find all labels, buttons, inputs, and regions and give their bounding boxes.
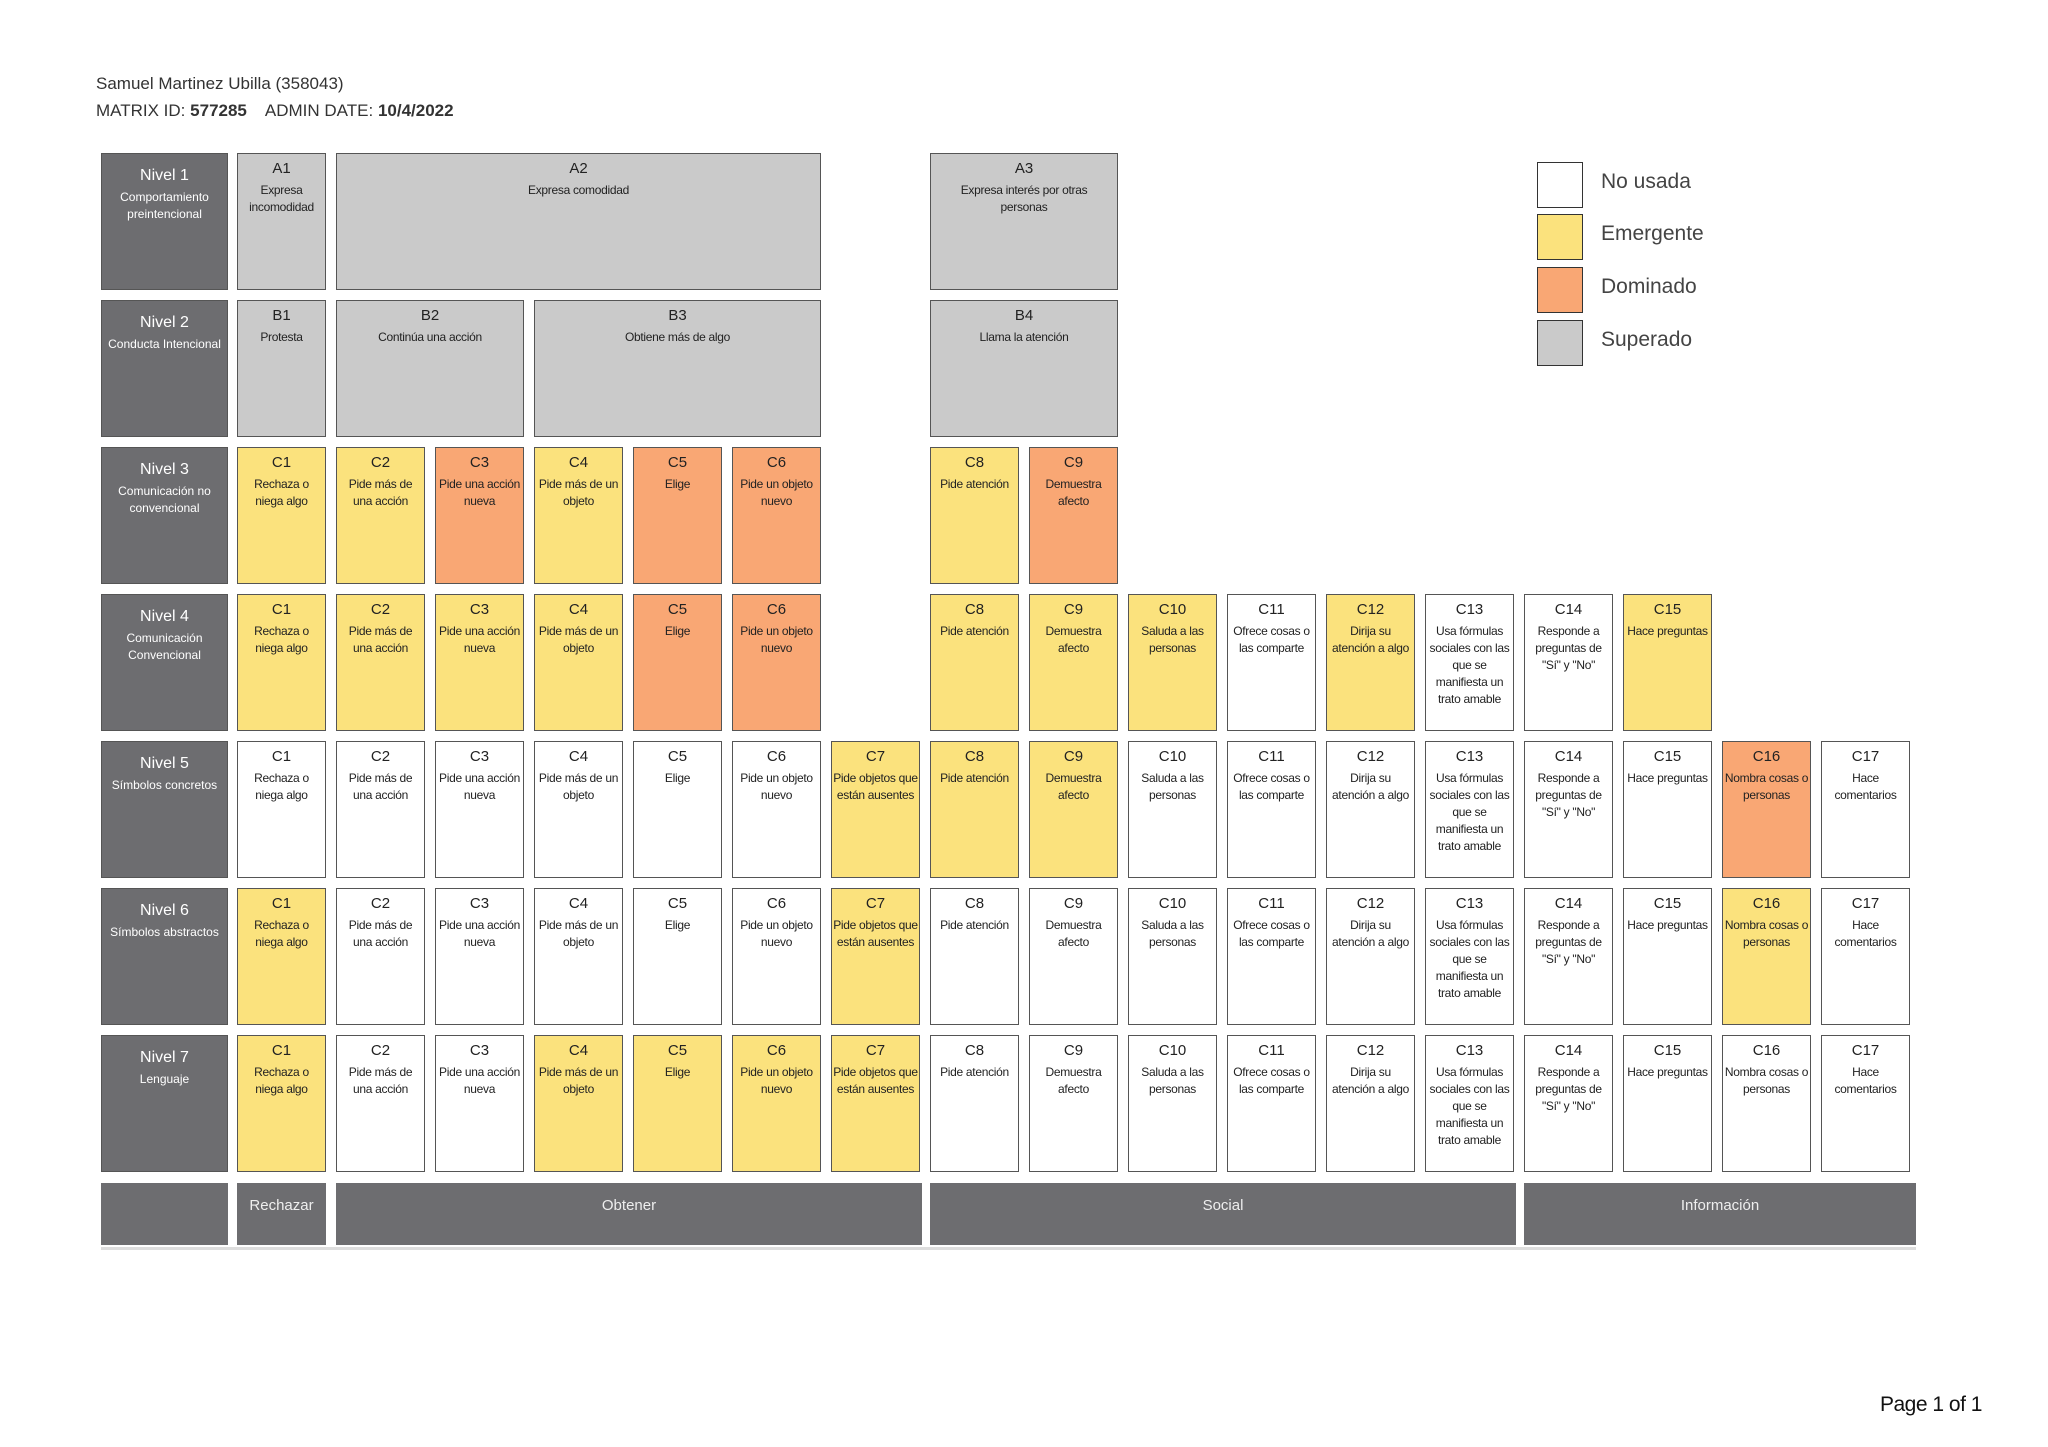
skill-cell-c1 — [237, 888, 326, 1025]
skill-code: C15 — [1653, 601, 1682, 618]
skill-code: C3 — [469, 601, 490, 618]
skill-description: Demuestra afecto — [1045, 918, 1102, 949]
skill-cell-b1 — [237, 300, 326, 437]
skill-cell-c8 — [930, 741, 1019, 878]
skill-cell-c4 — [534, 1035, 623, 1172]
skill-code: C15 — [1653, 1042, 1682, 1059]
skill-description: Llama la atención — [979, 330, 1069, 344]
skill-cell-c4 — [534, 594, 623, 731]
skill-description: Elige — [664, 477, 691, 491]
category-rechazar: Rechazar — [237, 1183, 326, 1245]
skill-cell-c4 — [534, 888, 623, 1025]
skill-description: Pide una acción nueva — [439, 477, 520, 508]
skill-cell-c10 — [1128, 1035, 1217, 1172]
skill-description: Elige — [664, 771, 691, 785]
legend-swatch — [1537, 162, 1583, 208]
skill-description: Pide más de un objeto — [538, 624, 619, 655]
skill-description: Dirija su atención a algo — [1332, 624, 1409, 655]
skill-cell-c11 — [1227, 888, 1316, 1025]
skill-code: C11 — [1258, 895, 1285, 912]
skill-cell-c3 — [435, 594, 524, 731]
skill-code: C11 — [1258, 1042, 1285, 1059]
skill-cell-c10 — [1128, 888, 1217, 1025]
skill-description: Pide más de una acción — [348, 624, 413, 655]
skill-code: C8 — [964, 601, 985, 618]
skill-description: Pide un objeto nuevo — [740, 624, 813, 655]
skill-description: Saluda a las personas — [1141, 1065, 1204, 1096]
skill-description: Rechaza o niega algo — [254, 624, 309, 655]
skill-description: Saluda a las personas — [1141, 771, 1204, 802]
skill-code: C13 — [1455, 748, 1484, 765]
skill-code: C3 — [469, 895, 490, 912]
legend-label: Emergente — [1601, 222, 1704, 245]
skill-cell-c11 — [1227, 1035, 1316, 1172]
skill-cell-c5 — [633, 447, 722, 584]
legend-item-dominado — [1537, 267, 1707, 313]
skill-description: Usa fórmulas sociales con las que se manifiesta un trato amable — [1429, 771, 1510, 853]
skill-cell-c15 — [1623, 1035, 1712, 1172]
skill-code: C6 — [766, 895, 787, 912]
skill-code: C2 — [370, 454, 391, 471]
skill-cell-c2 — [336, 594, 425, 731]
skill-code: C10 — [1158, 895, 1187, 912]
skill-code: C5 — [667, 601, 688, 618]
level-name: Nivel 1 — [140, 167, 189, 184]
skill-cell-c9 — [1029, 1035, 1118, 1172]
skill-code: A2 — [569, 160, 588, 177]
skill-cell-c16 — [1722, 741, 1811, 878]
skill-description: Pide una acción nueva — [439, 771, 520, 802]
skill-cell-c2 — [336, 888, 425, 1025]
skill-code: C15 — [1653, 748, 1682, 765]
skill-description: Demuestra afecto — [1045, 771, 1102, 802]
skill-description: Pide más de un objeto — [538, 918, 619, 949]
skill-code: B1 — [272, 307, 291, 324]
level-name: Nivel 4 — [140, 608, 189, 625]
skill-cell-c6 — [732, 888, 821, 1025]
skill-cell-c9 — [1029, 741, 1118, 878]
skill-code: C14 — [1554, 895, 1583, 912]
skill-code: B4 — [1014, 307, 1034, 324]
skill-cell-c16 — [1722, 888, 1811, 1025]
skill-code: C15 — [1653, 895, 1682, 912]
skill-description: Rechaza o niega algo — [254, 1065, 309, 1096]
skill-code: C6 — [766, 1042, 787, 1059]
skill-code: C5 — [667, 454, 688, 471]
level-label-3 — [101, 447, 228, 584]
skill-code: C9 — [1063, 454, 1084, 471]
skill-cell-c8 — [930, 594, 1019, 731]
legend-item-superado — [1537, 320, 1707, 366]
skill-code: C10 — [1158, 601, 1187, 618]
category-social: Social — [930, 1183, 1516, 1245]
skill-cell-c6 — [732, 741, 821, 878]
skill-cell-c2 — [336, 741, 425, 878]
level-description: Símbolos concretos — [111, 778, 218, 792]
skill-cell-c2 — [336, 1035, 425, 1172]
skill-cell-c14 — [1524, 594, 1613, 731]
skill-code: C7 — [865, 748, 886, 765]
skill-code: C5 — [667, 1042, 688, 1059]
skill-description: Usa fórmulas sociales con las que se manifiesta un trato amable — [1429, 1065, 1510, 1147]
skill-code: C16 — [1752, 1042, 1781, 1059]
skill-cell-c2 — [336, 447, 425, 584]
skill-cell-c12 — [1326, 1035, 1415, 1172]
skill-code: C14 — [1554, 748, 1583, 765]
skill-cell-c5 — [633, 741, 722, 878]
skill-cell-c1 — [237, 1035, 326, 1172]
skill-cell-c11 — [1227, 741, 1316, 878]
skill-description: Expresa interés por otras personas — [960, 183, 1088, 214]
skill-description: Pide un objeto nuevo — [740, 918, 813, 949]
skill-cell-c7 — [831, 888, 920, 1025]
level-name: Nivel 7 — [140, 1049, 189, 1066]
skill-cell-c9 — [1029, 447, 1118, 584]
footer-blank-cell — [101, 1183, 228, 1245]
skill-description: Pide más de una acción — [348, 771, 413, 802]
page-number: Page 1 of 1 — [1880, 1393, 1982, 1416]
skill-cell-c12 — [1326, 741, 1415, 878]
skill-code: C4 — [568, 748, 589, 765]
skill-code: C13 — [1455, 601, 1484, 618]
skill-cell-c13 — [1425, 594, 1514, 731]
skill-code: C13 — [1455, 895, 1484, 912]
legend-label: Dominado — [1601, 275, 1697, 298]
skill-cell-b4 — [930, 300, 1118, 437]
skill-description: Pide más de un objeto — [538, 1065, 619, 1096]
skill-cell-c17 — [1821, 1035, 1910, 1172]
skill-description: Nombra cosas o personas — [1724, 918, 1809, 949]
legend-item-emergente — [1537, 214, 1707, 260]
level-description: Lenguaje — [139, 1072, 190, 1086]
skill-cell-c13 — [1425, 1035, 1514, 1172]
skill-cell-c7 — [831, 741, 920, 878]
skill-description: Protesta — [260, 330, 303, 344]
skill-cell-c5 — [633, 888, 722, 1025]
skill-cell-c9 — [1029, 594, 1118, 731]
skill-description: Continúa una acción — [378, 330, 482, 344]
legend-swatch — [1537, 320, 1583, 366]
skill-code: C12 — [1356, 895, 1385, 912]
matrix-line — [96, 97, 454, 124]
level-name: Nivel 3 — [140, 461, 189, 478]
skill-description: Responde a preguntas de "Sí" y "No" — [1535, 918, 1602, 966]
level-label-6 — [101, 888, 228, 1025]
level-label-7 — [101, 1035, 228, 1172]
skill-code: C2 — [370, 748, 391, 765]
skill-code: A1 — [272, 160, 291, 177]
skill-description: Saluda a las personas — [1141, 918, 1204, 949]
skill-code: C2 — [370, 1042, 391, 1059]
skill-code: C5 — [667, 895, 688, 912]
skill-code: C12 — [1356, 601, 1385, 618]
skill-description: Pide más de una acción — [348, 477, 413, 508]
skill-description: Pide una acción nueva — [439, 624, 520, 655]
skill-cell-c13 — [1425, 741, 1514, 878]
skill-description: Pide una acción nueva — [439, 918, 520, 949]
skill-code: C1 — [271, 748, 292, 765]
skill-cell-a2 — [336, 153, 821, 290]
skill-cell-a1 — [237, 153, 326, 290]
skill-code: C7 — [865, 895, 886, 912]
skill-description: Usa fórmulas sociales con las que se manifiesta un trato amable — [1429, 918, 1510, 1000]
level-description: Comportamiento preintencional — [120, 190, 209, 221]
skill-description: Ofrece cosas o las comparte — [1233, 624, 1310, 655]
legend-item-no-usada — [1537, 162, 1707, 208]
skill-code: C3 — [469, 1042, 490, 1059]
skill-cell-c4 — [534, 741, 623, 878]
skill-description: Pide una acción nueva — [439, 1065, 520, 1096]
skill-description: Pide objetos que están ausentes — [833, 771, 918, 802]
skill-cell-c3 — [435, 447, 524, 584]
legend-swatch — [1537, 214, 1583, 260]
level-description: Comunicación no convencional — [118, 484, 211, 515]
skill-code: B2 — [420, 307, 440, 324]
skill-description: Pide más de una acción — [348, 918, 413, 949]
skill-description: Hace comentarios — [1834, 918, 1897, 949]
skill-description: Ofrece cosas o las comparte — [1233, 771, 1310, 802]
skill-description: Nombra cosas o personas — [1724, 1065, 1809, 1096]
skill-description: Expresa incomodidad — [249, 183, 314, 214]
skill-cell-b3 — [534, 300, 821, 437]
skill-description: Nombra cosas o personas — [1724, 771, 1809, 802]
skill-code: C4 — [568, 1042, 589, 1059]
skill-description: Demuestra afecto — [1045, 624, 1102, 655]
skill-cell-c10 — [1128, 741, 1217, 878]
legend-swatch — [1537, 267, 1583, 313]
skill-code: C13 — [1455, 1042, 1484, 1059]
skill-cell-c11 — [1227, 594, 1316, 731]
skill-code: C5 — [667, 748, 688, 765]
skill-cell-c8 — [930, 447, 1019, 584]
skill-code: C10 — [1158, 748, 1187, 765]
skill-code: C16 — [1752, 748, 1781, 765]
admin-date: 10/4/2022 — [377, 101, 454, 120]
skill-description: Rechaza o niega algo — [254, 771, 309, 802]
skill-code: C4 — [568, 601, 589, 618]
level-name: Nivel 5 — [140, 755, 189, 772]
skill-cell-c5 — [633, 1035, 722, 1172]
skill-code: C16 — [1752, 895, 1781, 912]
skill-cell-c1 — [237, 594, 326, 731]
skill-description: Demuestra afecto — [1045, 477, 1102, 508]
skill-code: C9 — [1063, 601, 1084, 618]
skill-code: C17 — [1851, 1042, 1880, 1059]
skill-code: C4 — [568, 895, 589, 912]
skill-code: C9 — [1063, 748, 1084, 765]
skill-description: Demuestra afecto — [1045, 1065, 1102, 1096]
skill-cell-c8 — [930, 1035, 1019, 1172]
skill-description: Pide atención — [940, 1065, 1009, 1079]
student-name: Samuel Martinez Ubilla (358043) — [96, 74, 344, 93]
skill-code: C7 — [865, 1042, 886, 1059]
admin-date-label: ADMIN DATE: — [264, 101, 374, 120]
skill-cell-c7 — [831, 1035, 920, 1172]
level-label-5 — [101, 741, 228, 878]
skill-code: C8 — [964, 454, 985, 471]
skill-cell-c17 — [1821, 741, 1910, 878]
skill-cell-c6 — [732, 447, 821, 584]
skill-cell-c9 — [1029, 888, 1118, 1025]
level-label-2 — [101, 300, 228, 437]
skill-code: C14 — [1554, 1042, 1583, 1059]
skill-cell-c15 — [1623, 888, 1712, 1025]
skill-description: Responde a preguntas de "Sí" y "No" — [1535, 771, 1602, 819]
skill-cell-c14 — [1524, 741, 1613, 878]
skill-code: C14 — [1554, 601, 1583, 618]
skill-description: Pide atención — [940, 477, 1009, 491]
skill-code: C10 — [1158, 1042, 1187, 1059]
skill-description: Pide atención — [940, 918, 1009, 932]
skill-description: Elige — [664, 1065, 691, 1079]
skill-code: C2 — [370, 895, 391, 912]
skill-description: Dirija su atención a algo — [1332, 918, 1409, 949]
skill-description: Elige — [664, 624, 691, 638]
skill-cell-c1 — [237, 447, 326, 584]
skill-description: Responde a preguntas de "Sí" y "No" — [1535, 1065, 1602, 1113]
skill-code: C6 — [766, 454, 787, 471]
skill-description: Dirija su atención a algo — [1332, 1065, 1409, 1096]
skill-code: C12 — [1356, 1042, 1385, 1059]
skill-code: C11 — [1258, 748, 1285, 765]
skill-description: Hace preguntas — [1627, 918, 1708, 932]
skill-cell-c3 — [435, 888, 524, 1025]
skill-description: Usa fórmulas sociales con las que se manifiesta un trato amable — [1429, 624, 1510, 706]
skill-description: Saluda a las personas — [1141, 624, 1204, 655]
skill-cell-c12 — [1326, 888, 1415, 1025]
skill-code: C1 — [271, 895, 292, 912]
skill-code: C3 — [469, 454, 490, 471]
skill-description: Pide atención — [940, 624, 1009, 638]
skill-cell-c10 — [1128, 594, 1217, 731]
skill-description: Pide un objeto nuevo — [740, 771, 813, 802]
skill-description: Obtiene más de algo — [624, 330, 731, 344]
skill-cell-c13 — [1425, 888, 1514, 1025]
skill-code: C8 — [964, 895, 985, 912]
category-información: Información — [1524, 1183, 1916, 1245]
skill-description: Hace preguntas — [1627, 624, 1708, 638]
skill-description: Pide atención — [940, 771, 1009, 785]
report-header — [96, 70, 454, 124]
skill-code: C8 — [964, 1042, 985, 1059]
skill-description: Pide un objeto nuevo — [740, 477, 813, 508]
skill-code: C1 — [271, 1042, 292, 1059]
level-description: Símbolos abstractos — [110, 925, 219, 939]
skill-description: Pide objetos que están ausentes — [833, 918, 918, 949]
skill-code: C6 — [766, 601, 787, 618]
skill-description: Expresa comodidad — [528, 183, 629, 197]
skill-description: Rechaza o niega algo — [254, 918, 309, 949]
skill-cell-c15 — [1623, 741, 1712, 878]
skill-cell-c3 — [435, 741, 524, 878]
skill-description: Pide más de un objeto — [538, 771, 619, 802]
skill-cell-c8 — [930, 888, 1019, 1025]
legend-label: No usada — [1601, 170, 1691, 193]
skill-description: Dirija su atención a algo — [1332, 771, 1409, 802]
skill-code: C1 — [271, 601, 292, 618]
skill-code: C6 — [766, 748, 787, 765]
skill-code: C17 — [1851, 895, 1880, 912]
skill-code: C8 — [964, 748, 985, 765]
skill-cell-a3 — [930, 153, 1118, 290]
skill-code: B3 — [668, 307, 687, 324]
skill-description: Responde a preguntas de "Sí" y "No" — [1535, 624, 1602, 672]
skill-cell-c16 — [1722, 1035, 1811, 1172]
skill-code: C12 — [1356, 748, 1385, 765]
category-obtener: Obtener — [336, 1183, 922, 1245]
skill-code: C17 — [1851, 748, 1880, 765]
skill-cell-c3 — [435, 1035, 524, 1172]
skill-description: Pide un objeto nuevo — [740, 1065, 813, 1096]
skill-description: Ofrece cosas o las comparte — [1233, 918, 1310, 949]
skill-cell-c12 — [1326, 594, 1415, 731]
skill-code: C9 — [1063, 895, 1084, 912]
skill-cell-c1 — [237, 741, 326, 878]
skill-code: C11 — [1258, 601, 1285, 618]
skill-description: Pide más de una acción — [348, 1065, 413, 1096]
skill-cell-c5 — [633, 594, 722, 731]
skill-cell-c15 — [1623, 594, 1712, 731]
skill-description: Hace comentarios — [1834, 1065, 1897, 1096]
level-name: Nivel 6 — [140, 902, 189, 919]
skill-code: C3 — [469, 748, 490, 765]
skill-description: Pide más de un objeto — [538, 477, 619, 508]
skill-description: Elige — [664, 918, 691, 932]
matrix-id-label: MATRIX ID: — [96, 101, 186, 120]
skill-description: Ofrece cosas o las comparte — [1233, 1065, 1310, 1096]
skill-code: C4 — [568, 454, 589, 471]
level-label-4 — [101, 594, 228, 731]
skill-code: C1 — [271, 454, 292, 471]
skill-cell-c17 — [1821, 888, 1910, 1025]
skill-description: Hace preguntas — [1627, 1065, 1708, 1079]
skill-description: Hace comentarios — [1834, 771, 1897, 802]
matrix-id: 577285 — [190, 101, 247, 120]
skill-code: C2 — [370, 601, 391, 618]
footer-rule — [101, 1247, 1916, 1250]
level-label-1 — [101, 153, 228, 290]
skill-description: Pide objetos que están ausentes — [833, 1065, 918, 1096]
skill-cell-c14 — [1524, 888, 1613, 1025]
skill-description: Rechaza o niega algo — [254, 477, 309, 508]
level-name: Nivel 2 — [140, 314, 189, 331]
skill-cell-c6 — [732, 1035, 821, 1172]
skill-cell-c14 — [1524, 1035, 1613, 1172]
skill-cell-b2 — [336, 300, 524, 437]
skill-code: C9 — [1063, 1042, 1084, 1059]
legend-label: Superado — [1601, 328, 1693, 351]
skill-description: Hace preguntas — [1627, 771, 1708, 785]
skill-cell-c6 — [732, 594, 821, 731]
level-description: Conducta Intencional — [108, 337, 221, 351]
skill-code: A3 — [1014, 160, 1034, 177]
skill-cell-c4 — [534, 447, 623, 584]
level-description: Comunicación Convencional — [126, 631, 203, 662]
